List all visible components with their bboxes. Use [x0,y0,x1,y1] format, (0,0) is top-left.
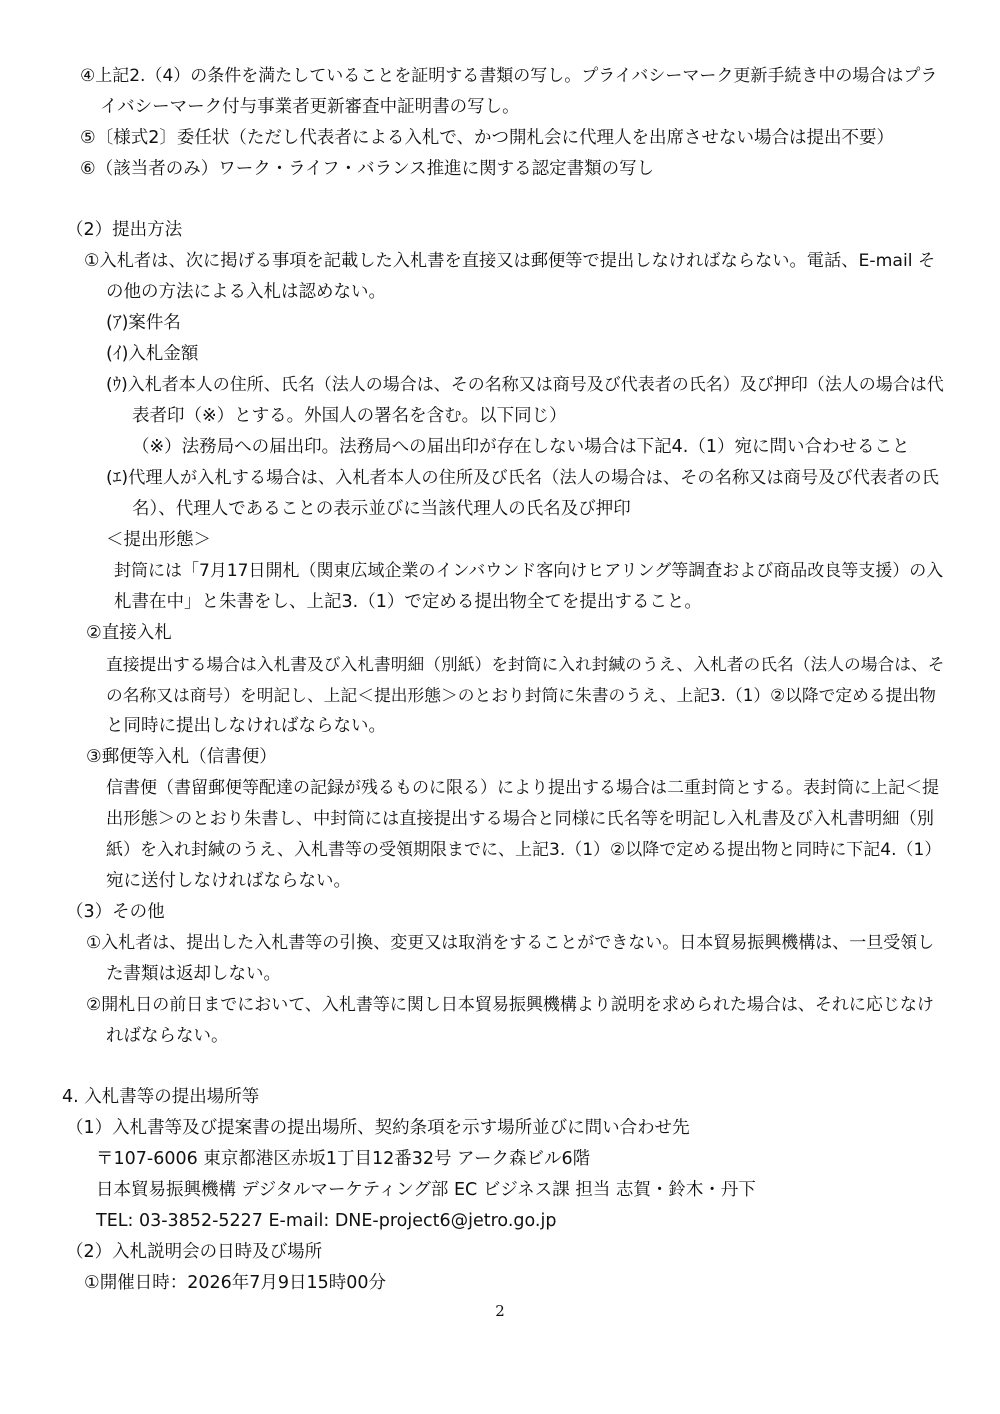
office-address: 〒107-6006 東京都港区赤坂1丁目12番32号 アーク森ビル6階 [96,1149,591,1169]
mail-bid-line4: 宛に送付しなければならない。 [106,871,351,891]
direct-bid-line2: の名称又は商号）を明記し、上記＜提出形態＞のとおり封筒に朱書のうえ、上記3.（1）②以降で定める提出物 [106,685,936,705]
item-a-project-name: (ｱ)案件名 [106,313,181,333]
item-i-bid-amount: (ｲ)入札金額 [106,344,199,364]
section-4-heading: 4. 入札書等の提出場所等 [62,1087,260,1107]
mail-bid-line1: 信書便（書留郵便等配達の記録が残るものに限る）により提出する場合は二重封筒とする。表封筒に上記＜提 [106,778,939,798]
other-para-1-line2: た書類は返却しない。 [106,964,281,984]
office-organization: 日本貿易振興機構 デジタルマーケティング部 EC ビジネス課 担当 志賀・鈴木・丹下 [96,1180,756,1200]
submission-para-1-line1: ①入札者は、次に掲げる事項を記載した入札書を直接又は郵便等で提出しなければならない。電話、E-mail そ [84,251,936,271]
mail-bid-line3: 紙）を入れ封緘のうえ、入札書等の受領期限までに、上記3.（1）②以降で定める提出物と同時に下記4.（1） [106,840,942,860]
section-4-sub-1: （1）入札書等及び提案書の提出場所、契約条項を示す場所並びに問い合わせ先 [66,1118,690,1138]
item-u-line2: 表者印（※）とする。外国人の署名を含む。以下同じ） [132,406,567,426]
other-heading: （3）その他 [66,902,165,922]
direct-bid-line1: 直接提出する場合は入札書及び入札書明細（別紙）を封筒に入れ封緘のうえ、入札者の氏名（法人の場合は、そ [106,654,945,674]
direct-bid-heading: ②直接入札 [86,623,172,643]
attachment-item-5: ⑤〔様式2〕委任状（ただし代表者による入札で、かつ開札会に代理人を出席させない場合は提出不要） [80,128,894,148]
submission-form-line1: 封筒には「7月17日開札（関東広域企業のインバウンド客向けヒアリング等調査および商品改良等支援）の入 [114,561,944,581]
page-number: 2 [495,1302,505,1320]
attachment-item-4-line2: イバシーマーク付与事業者更新審査中証明書の写し。 [100,97,520,117]
attachment-item-4-line1: ④上記2.（4）の条件を満たしていることを証明する書類の写し。プライバシーマーク更新手続き中の場合はプラ [80,66,938,86]
item-e-line2: 名）、代理人であることの表示並びに当該代理人の氏名及び押印 [132,499,631,519]
briefing-datetime: ①開催日時：2026年7月9日15時00分 [84,1273,387,1293]
section-4-sub-2: （2）入札説明会の日時及び場所 [66,1242,323,1262]
other-para-2-line1: ②開札日の前日までにおいて、入札書等に関し日本貿易振興機構より説明を求められた場合は、それに応じなけ [86,995,934,1015]
mail-bid-line2: 出形態＞のとおり朱書し、中封筒には直接提出する場合と同様に氏名等を明記し入札書及び入札書明細（別 [106,809,935,829]
other-para-1-line1: ①入札者は、提出した入札書等の引換、変更又は取消をすることができない。日本貿易振興機構は、一旦受領し [86,933,935,953]
submission-form-line2: 札書在中」と朱書をし、上記3.（1）で定める提出物全てを提出すること。 [114,592,702,612]
mail-bid-heading: ③郵便等入札（信書便） [86,747,277,767]
submission-method-heading: （2）提出方法 [66,220,183,240]
attachment-item-6: ⑥（該当者のみ）ワーク・ライフ・バランス推進に関する認定書類の写し [80,159,655,179]
office-contact: TEL: 03-3852-5227 E-mail: DNE-project6@jetro.go.jp [96,1211,557,1231]
other-para-2-line2: ればならない。 [106,1026,229,1046]
item-e-line1: (ｴ)代理人が入札する場合は、入札者本人の住所及び氏名（法人の場合は、その名称又は商号及び代表者の氏 [106,468,939,488]
item-u-note: （※）法務局への届出印。法務局への届出印が存在しない場合は下記4.（1）宛に問い合わせること [132,437,910,457]
item-u-line1: (ｳ)入札者本人の住所、氏名（法人の場合は、その名称又は商号及び代表者の氏名）及び押印（法人の場合は代 [106,375,944,395]
submission-para-1-line2: の他の方法による入札は認めない。 [106,282,386,302]
direct-bid-line3: と同時に提出しなければならない。 [106,716,386,736]
submission-form-heading: ＜提出形態＞ [106,530,211,550]
